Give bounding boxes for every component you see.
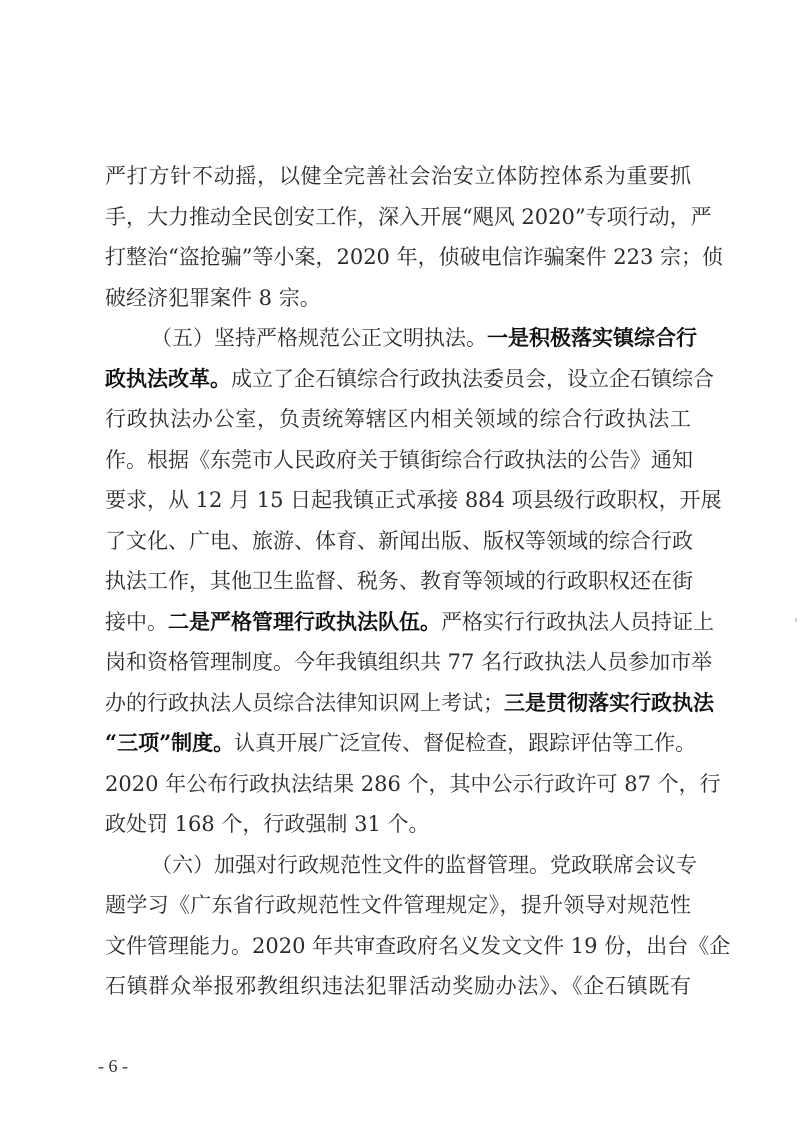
text-line [105, 845, 697, 886]
bold-point-three: 三是贯彻落实行政执法 [504, 689, 714, 715]
scan-artifact-mark [795, 618, 797, 622]
line-text: 要求，从 12 月 15 日起我镇正式承接 884 项县级行政职权，开展 [105, 488, 722, 512]
text-line [105, 926, 731, 967]
section-heading-five: （五）坚持严格规范公正文明执法。 [151, 326, 487, 350]
paragraph-five [105, 318, 722, 845]
line-text: 手，大力推动全民创安工作，深入开展“飓风 2020”专项行动，严 [105, 204, 712, 229]
plain-text: 接中。 [105, 609, 168, 634]
text-line [105, 764, 721, 805]
bold-point-one: 一是积极落实镇综合行 [487, 325, 697, 350]
line-text: 政处罚 168 个，行政强制 31 个。 [105, 812, 430, 836]
line-text: 作。根据《东莞市人民政府关于镇街综合行政执法的公告》通知 [105, 447, 693, 472]
bold-point-one-end: 政执法改革。 [105, 365, 231, 391]
text-line [105, 359, 714, 400]
line-text: 了文化、广电、旅游、体育、新闻出版、版权等领域的综合行政 [105, 528, 693, 553]
line-text: （六）加强对行政规范性文件的监督管理。党政联席会议专 [151, 852, 697, 877]
text-line [105, 723, 697, 764]
page-number: - 6 - [98, 1056, 128, 1076]
text-line [105, 278, 691, 319]
bold-point-two: 二是严格管理行政执法队伍。 [168, 608, 441, 634]
text-line [105, 521, 691, 562]
line-text [105, 723, 697, 764]
paragraph-continuation [105, 156, 724, 318]
text-line [105, 966, 691, 1007]
line-text: 打整治“盗抢骗”等小案，2020 年，侦破电信诈骗案件 223 宗；侦 [105, 245, 724, 269]
line-text: 严打方针不动摇，以健全完善社会治安立体防控体系为重要抓 [105, 164, 691, 188]
text-line [105, 156, 691, 197]
plain-text: 严格实行行政执法人员持证上 [441, 609, 714, 634]
text-line [105, 440, 691, 481]
line-text [105, 359, 714, 400]
plain-text: 办的行政执法人员综合法律知识网上考试； [105, 690, 504, 715]
line-text: 题学习《广东省行政规范性文件管理规定》，提升领导对规范性 [105, 893, 691, 917]
plain-text: 认真开展广泛宣传、督促检查，跟踪评估等工作。 [234, 731, 697, 755]
line-text: 文件管理能力。2020 年共审查政府名义发文文件 19 份，出台《企 [105, 933, 731, 958]
plain-text: 成立了企石镇综合行政执法委员会，设立企石镇综合 [231, 366, 714, 391]
line-text: 石镇群众举报邪教组织违法犯罪活动奖励办法》、《企石镇既有 [105, 974, 691, 998]
line-text [105, 683, 714, 724]
text-line [105, 561, 691, 602]
text-line [105, 804, 691, 845]
bold-point-three-end: “三项”制度。 [105, 730, 235, 755]
line-text: 行政执法办公室，负责统筹辖区内相关领域的综合行政执法工 [105, 407, 691, 431]
text-line [105, 318, 697, 359]
text-line [105, 237, 724, 278]
line-text: 岗和资格管理制度。今年我镇组织共 77 名行政执法人员参加市举 [105, 650, 713, 674]
text-line [105, 642, 713, 683]
line-text [151, 318, 697, 359]
line-text: 执法工作，其他卫生监督、税务、教育等领域的行政职权还在街 [105, 569, 693, 593]
text-line [105, 399, 691, 440]
line-text: 2020 年公布行政执法结果 286 个，其中公示行政许可 87 个，行 [105, 771, 721, 796]
text-line [105, 197, 712, 238]
line-text: 破经济犯罪案件 8 宗。 [105, 285, 321, 310]
text-line [105, 683, 714, 724]
text-line [105, 602, 714, 643]
paragraph-six [105, 845, 731, 1007]
text-line [105, 885, 691, 926]
line-text [105, 602, 714, 643]
text-line [105, 480, 722, 521]
body-text [105, 156, 731, 1007]
